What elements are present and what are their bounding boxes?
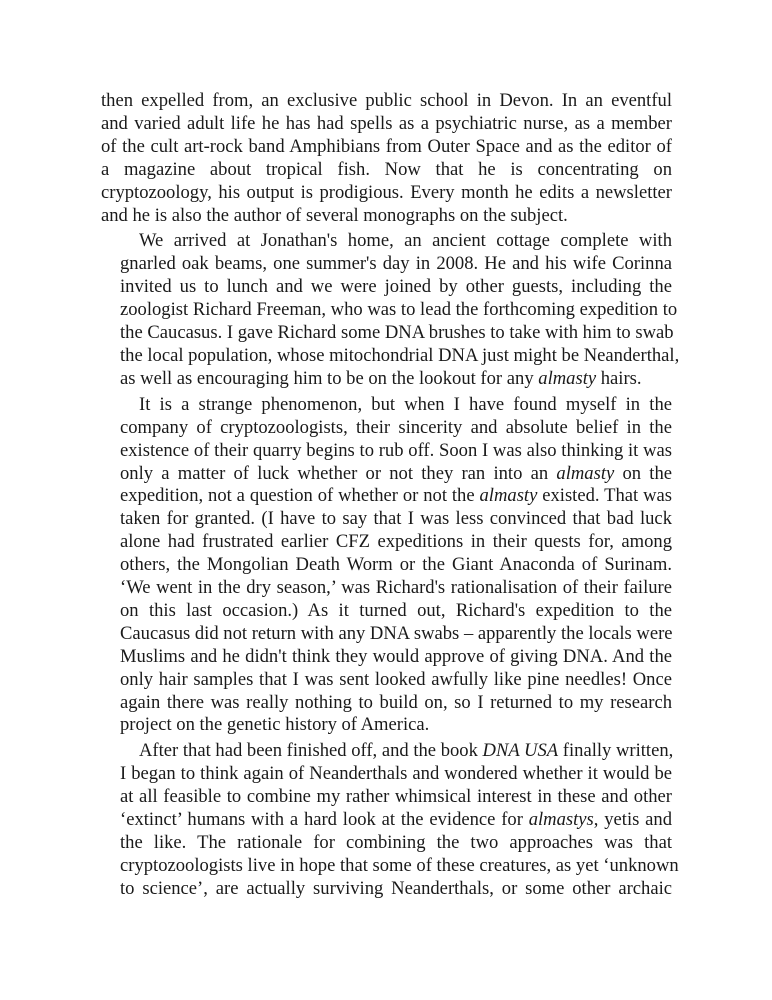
text-line: Muslims and he didn't think they would approve of giving DNA. And the — [120, 645, 672, 667]
text-line: invited us to lunch and we were joined by other guests, including the — [120, 276, 672, 298]
text-line: alone had frustrated earlier CFZ expeditions in their quests for, among — [120, 531, 672, 553]
text-line: cryptozoology, his output is prodigious. Every month he edits a newsletter — [101, 181, 672, 203]
text-line: It is a strange phenomenon, but when I have found myself in the — [139, 393, 672, 415]
text-line: the Caucasus. I gave Richard some DNA brushes to take with him to swab — [120, 322, 674, 344]
text-line: I began to think again of Neanderthals and wondered whether it would be — [120, 763, 672, 785]
text-line: then expelled from, an exclusive public school in Devon. In an eventful — [101, 90, 672, 111]
text-line: others, the Mongolian Death Worm or the Giant Anaconda of Surinam. — [120, 554, 672, 576]
text-line: as well as encouraging him to be on the lookout for any almasty hairs. — [120, 367, 642, 389]
text-line: only hair samples that I was sent looked awfully like pine needles! Once — [120, 668, 672, 690]
text-line: to science’, are actually surviving Neanderthals, or some other archaic — [120, 877, 672, 899]
text-line: We arrived at Jonathan's home, an ancient cottage complete with — [139, 230, 672, 252]
text-line: again there was really nothing to build on, so I returned to my research — [120, 691, 672, 713]
text-line: project on the genetic history of America. — [120, 714, 430, 736]
text-line: of the cult art-rock band Amphibians from Outer Space and as the editor of — [101, 135, 672, 157]
text-line: at all feasible to combine my rather whimsical interest in these and other — [120, 786, 672, 808]
text-line: company of cryptozoologists, their sincerity and absolute belief in the — [120, 416, 672, 438]
paragraph — [101, 90, 672, 227]
text-line: cryptozoologists live in hope that some of these creatures, as yet ‘unknown — [120, 854, 679, 876]
text-line: a magazine about tropical fish. Now that he is concentrating on — [101, 158, 672, 180]
text-line: the local population, whose mitochondrial DNA just might be Neanderthal, — [120, 344, 680, 366]
text-line: existence of their quarry begins to rub off. Soon I was also thinking it was — [120, 439, 672, 461]
text-line: on this last occasion.) As it turned out, Richard's expedition to the — [120, 599, 672, 621]
page-body — [101, 90, 680, 901]
text-line: ‘extinct’ humans with a hard look at the evidence for almastys, yetis and — [120, 809, 672, 831]
text-line: gnarled oak beams, one summer's day in 2008. He and his wife Corinna — [120, 253, 672, 275]
text-line: and he is also the author of several monographs on the subject. — [101, 204, 568, 226]
text-line: and varied adult life he has had spells as a psychiatric nurse, as a member — [101, 112, 672, 134]
text-line: zoologist Richard Freeman, who was to lead the forthcoming expedition to — [120, 299, 678, 321]
paragraph — [101, 740, 679, 900]
text-line: ‘We went in the dry season,’ was Richard's rationalisation of their failure — [120, 577, 672, 599]
text-line: taken for granted. (I have to say that I was less convinced that bad luck — [120, 508, 672, 530]
text-line: Caucasus did not return with any DNA swabs – apparently the locals were — [120, 622, 673, 644]
text-line: After that had been finished off, and the book DNA USA finally written, — [139, 740, 674, 762]
paragraph — [101, 230, 680, 390]
paragraph — [101, 394, 672, 738]
text-line: the like. The rationale for combining the two approaches was that — [120, 832, 672, 853]
text-line: only a matter of luck whether or not they ran into an almasty on the — [120, 462, 672, 484]
body-text — [101, 90, 680, 901]
text-line: expedition, not a question of whether or not the almasty existed. That was — [120, 485, 672, 507]
